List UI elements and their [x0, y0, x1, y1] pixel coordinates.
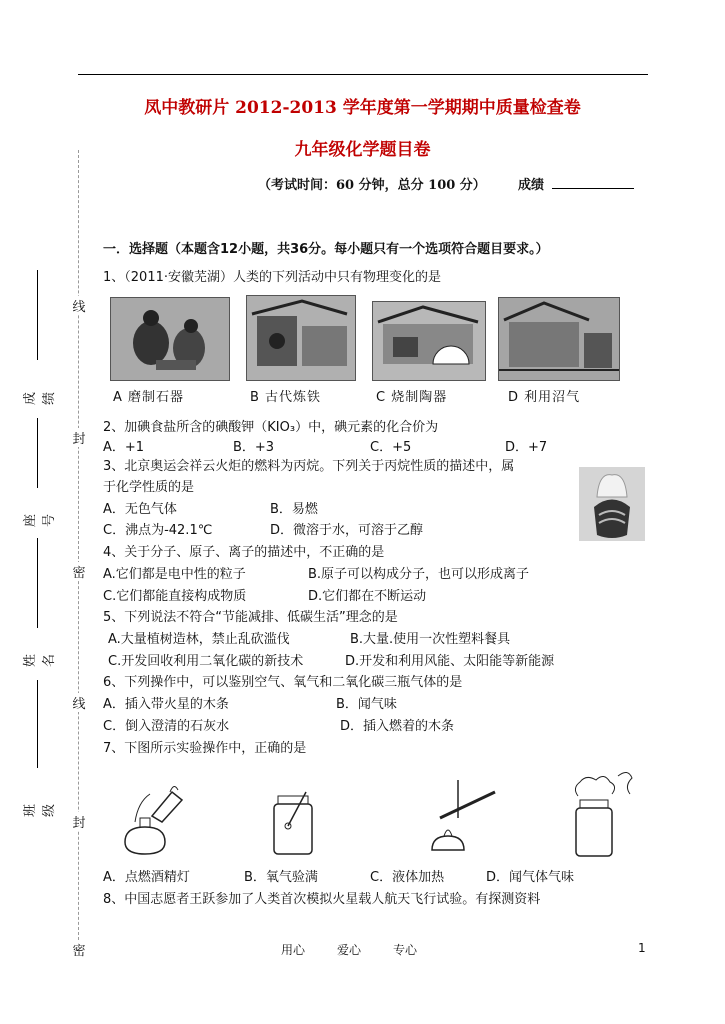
- liquid-heating-figure: [420, 778, 512, 858]
- question-1-stem: 1、（2011·安徽芜湖）人类的下列活动中只有物理变化的是: [103, 270, 441, 285]
- q3-option-a[interactable]: A．无色气体: [103, 502, 177, 517]
- seal-char: 线: [72, 296, 86, 315]
- q1-option-d[interactable]: D 利用沼气: [508, 390, 581, 405]
- q3-option-c[interactable]: C．沸点为-42.1℃: [103, 523, 213, 538]
- q6-option-c[interactable]: C．倒入澄清的石灰水: [103, 719, 230, 734]
- q7-option-d[interactable]: D．闻气体气味: [486, 870, 575, 885]
- torch-flame-image: [579, 467, 645, 541]
- seal-char: 封: [72, 428, 86, 447]
- footer-motto-1: 用心: [281, 943, 306, 957]
- q2-option-b[interactable]: B．+3: [233, 440, 275, 455]
- q1-option-c[interactable]: C 烧制陶器: [376, 390, 448, 405]
- q4-option-a[interactable]: A.它们都是电中性的粒子: [103, 567, 246, 582]
- score-label: 成绩: [518, 178, 545, 193]
- field-score-label: 成绩: [23, 391, 57, 405]
- question-6-stem: 6、下列操作中，可以鉴别空气、氧气和二氧化碳三瓶气体的是: [103, 675, 463, 690]
- q4-option-b[interactable]: B.原子可以构成分子，也可以形成离子: [308, 567, 530, 582]
- exam-subtitle: 九年级化学题目卷: [294, 140, 431, 160]
- field-class-label: 班级: [23, 803, 57, 817]
- seat-field-line[interactable]: [37, 418, 38, 488]
- question-3-stem-line1: 3、北京奥运会祥云火炬的燃料为丙烷。下列关于丙烷性质的描述中，属: [103, 459, 515, 474]
- stone-grinding-image: [110, 297, 230, 381]
- question-5-stem: 5、下列说法不符合“节能减排、低碳生活”理念的是: [103, 610, 398, 625]
- footer-motto-3: 专心: [393, 943, 418, 957]
- biogas-image: [498, 297, 620, 381]
- question-2-stem: 2、加碘食盐所含的碘酸钾（KIO₃）中，碘元素的化合价为: [103, 420, 439, 435]
- q2-option-d[interactable]: D．+7: [505, 440, 548, 455]
- q1-option-a[interactable]: A 磨制石器: [113, 390, 185, 405]
- oxygen-test-full-figure: [268, 790, 318, 856]
- q7-option-a[interactable]: A．点燃酒精灯: [103, 870, 190, 885]
- score-field-line[interactable]: [37, 270, 38, 360]
- ancient-ironmaking-image: [246, 295, 356, 381]
- q4-option-c[interactable]: C.它们都能直接构成物质: [103, 589, 247, 604]
- q6-option-a[interactable]: A．插入带火星的木条: [103, 697, 229, 712]
- q2-option-c[interactable]: C．+5: [370, 440, 412, 455]
- q3-option-d[interactable]: D．微溶于水，可溶于乙醇: [270, 523, 424, 538]
- question-3-stem-line2: 于化学性质的是: [103, 480, 195, 495]
- question-7-stem: 7、下图所示实验操作中，正确的是: [103, 741, 307, 756]
- class-field-line[interactable]: [37, 680, 38, 768]
- page-number: 1: [638, 941, 646, 955]
- q7-option-b[interactable]: B．氧气验满: [244, 870, 318, 885]
- exam-info: （考试时间：60 分钟，总分 100 分）: [258, 178, 486, 193]
- q5-option-b[interactable]: B.大量.使用一次性塑料餐具: [350, 632, 511, 647]
- name-field-line[interactable]: [37, 538, 38, 628]
- question-4-stem: 4、关于分子、原子、离子的描述中，不正确的是: [103, 545, 385, 560]
- seal-char: 密: [72, 562, 86, 581]
- smelling-gas-figure: [568, 766, 636, 858]
- q5-option-a[interactable]: A.大量植树造林，禁止乱砍滥伐: [108, 632, 290, 647]
- top-rule: [78, 74, 648, 75]
- q7-option-c[interactable]: C．液体加热: [370, 870, 445, 885]
- q3-option-b[interactable]: B．易燃: [270, 502, 318, 517]
- seal-char: 线: [72, 693, 86, 712]
- seal-char: 封: [72, 812, 86, 831]
- q4-option-d[interactable]: D.它们都在不断运动: [308, 589, 427, 604]
- exam-title: 凤中教研片 2012-2013 学年度第一学期期中质量检查卷: [144, 98, 581, 118]
- q2-option-a[interactable]: A．+1: [103, 440, 145, 455]
- footer-motto-2: 爱心: [337, 943, 362, 957]
- q5-option-c[interactable]: C.开发回收利用二氧化碳的新技术: [108, 654, 304, 669]
- section-heading: 一．选择题（本题含12小题，共36分。每小题只有一个选项符合题目要求。）: [103, 242, 549, 257]
- q1-option-b[interactable]: B 古代炼铁: [250, 390, 322, 405]
- question-8-stem: 8、中国志愿者王跃参加了人类首次模拟火星载人航天飞行试验。有探测资料: [103, 892, 541, 907]
- field-seat-label: 座号: [23, 513, 57, 527]
- seal-char: 密: [72, 940, 86, 959]
- score-blank[interactable]: [552, 188, 634, 189]
- q5-option-d[interactable]: D.开发和利用风能、太阳能等新能源: [345, 654, 555, 669]
- field-name-label: 姓名: [23, 653, 57, 667]
- pottery-firing-image: [372, 301, 486, 381]
- alcohol-lamp-lighting-figure: [110, 782, 190, 860]
- q6-option-d[interactable]: D．插入燃着的木条: [340, 719, 455, 734]
- q6-option-b[interactable]: B．闻气味: [336, 697, 397, 712]
